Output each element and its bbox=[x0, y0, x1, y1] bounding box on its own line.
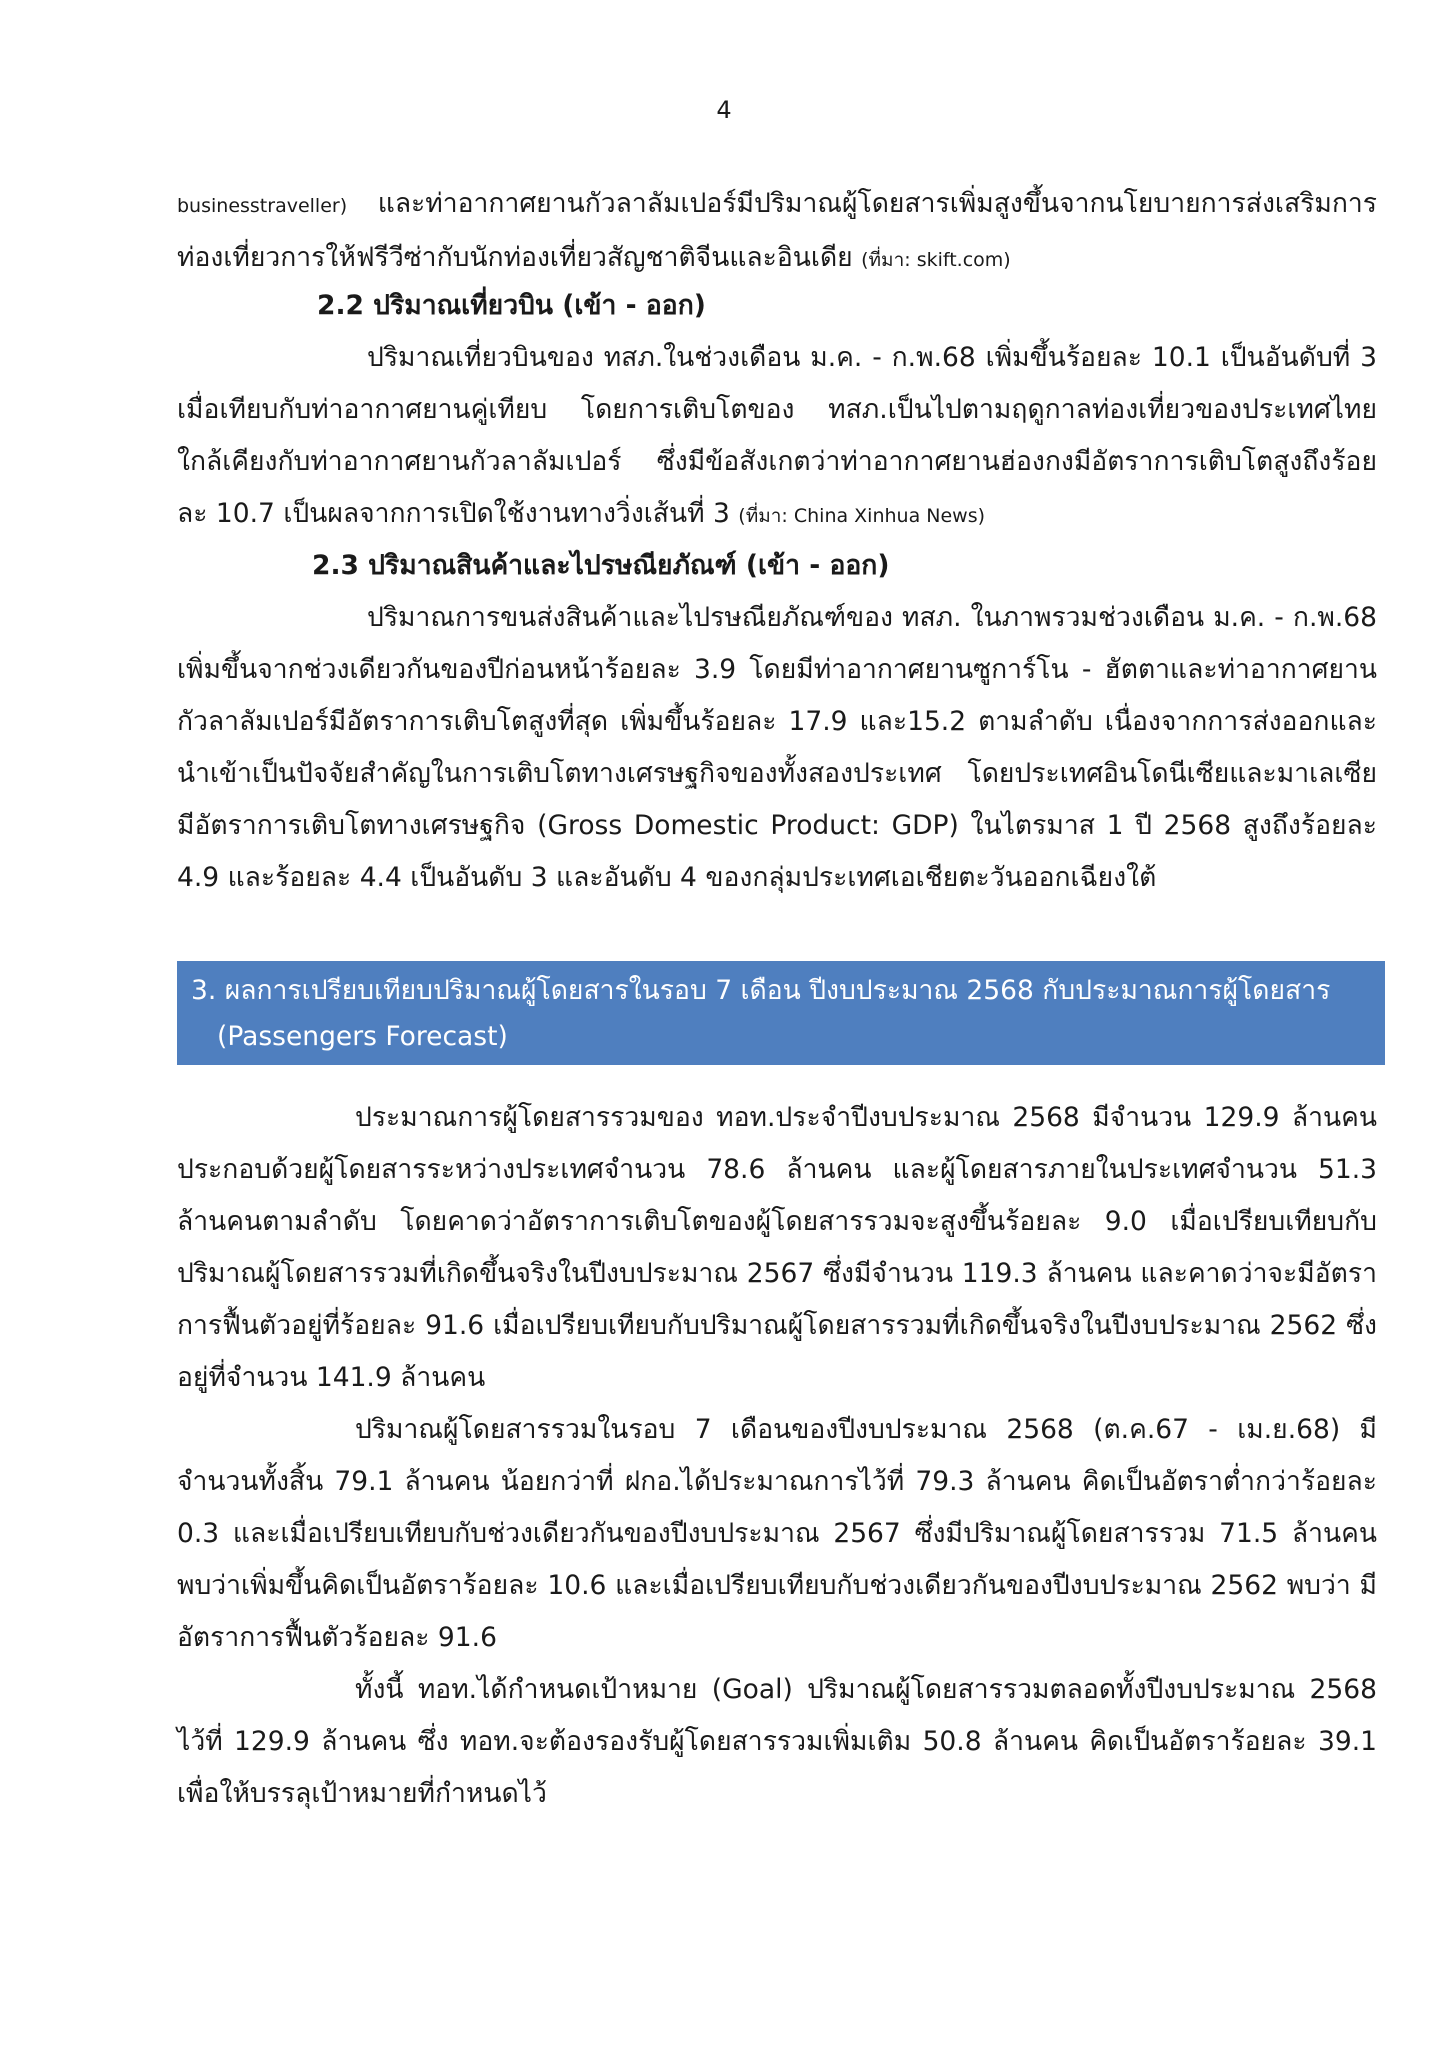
section-3-title-line1: 3. ผลการเปรียบเทียบปริมาณผู้โดยสารในรอบ 7 เดือน ปีงบประมาณ 2568 กับประมาณการผู้โดยสาร bbox=[191, 975, 1331, 1006]
intro-block bbox=[177, 178, 1377, 286]
section-3-paragraph-2: ปริมาณผู้โดยสารรวมในรอบ 7 เดือนของปีงบประมาณ 2568 (ต.ค.67 - เม.ย.68) มีจำนวนทั้งสิ้น 79.1 ล้านคน น้อยกว่าที่ ฝกอ.ได้ประมาณการไว้ที่ 79.3 ล้านคน คิดเป็นอัตราต่ำกว่าร้อยละ 0.3 และเมื่อเปรียบเทียบกับช่วงเดียวกันของปีงบประมาณ 2567 ซึ่งมีปริมาณผู้โดยสารรวม 71.5 ล้านคน พบว่าเพิ่มขึ้นคิดเป็นอัตราร้อยละ 10.6 และเมื่อเปรียบเทียบกับช่วงเดียวกันของปีงบประมาณ 2562 พบว่า มีอัตราการฟื้นตัวร้อยละ 91.6 bbox=[177, 1414, 1377, 1653]
intro-paragraph bbox=[177, 178, 1377, 286]
section-2-3-paragraph: ปริมาณการขนส่งสินค้าและไปรษณียภัณฑ์ของ ทสภ. ในภาพรวมช่วงเดือน ม.ค. - ก.พ.68 เพิ่มขึ้นจากช่วงเดียวกันของปีก่อนหน้าร้อยละ 3.9 โดยมีท่าอากาศยานซูการ์โน - ฮัตตาและท่าอากาศยานกัวลาลัมเปอร์มีอัตราการเติบโตสูงที่สุด เพิ่มขึ้นร้อยละ 17.9 และ15.2 ตามลำดับ เนื่องจากการส่งออกและนำเข้าเป็นปัจจัยสำคัญในการเติบโตทางเศรษฐกิจของทั้งสองประเทศ โดยประเทศอินโดนีเซียและมาเลเซียมีอัตราการเติบโตทางเศรษฐกิจ (Gross Domestic Product: GDP) ในไตรมาส 1 ปี 2568 สูงถึงร้อยละ 4.9 และร้อยละ 4.4 เป็นอันดับ 3 และอันดับ 4 ของกลุ่มประเทศเอเชียตะวันออกเฉียงใต้ bbox=[177, 602, 1377, 893]
page-number: 4 bbox=[716, 96, 732, 124]
intro-source: (ที่มา: skift.com) bbox=[861, 249, 1011, 271]
section-3-title-line2: (Passengers Forecast) bbox=[217, 1021, 508, 1052]
section-2-3-heading: 2.3 ปริมาณสินค้าและไปรษณียภัณฑ์ (เข้า - ออก) bbox=[312, 550, 890, 581]
section-3-paragraph-1: ประมาณการผู้โดยสารรวมของ ทอท.ประจำปีงบประมาณ 2568 มีจำนวน 129.9 ล้านคน ประกอบด้วยผู้โดยสารระหว่างประเทศจำนวน 78.6 ล้านคน และผู้โดยสารภายในประเทศจำนวน 51.3 ล้านคนตามลำดับ โดยคาดว่าอัตราการเติบโตของผู้โดยสารรวมจะสูงขึ้นร้อยละ 9.0 เมื่อเปรียบเทียบกับปริมาณผู้โดยสารรวมที่เกิดขึ้นจริงในปีงบประมาณ 2567 ซึ่งมีจำนวน 119.3 ล้านคน และคาดว่าจะมีอัตราการฟื้นตัวอยู่ที่ร้อยละ 91.6 เมื่อเปรียบเทียบกับปริมาณผู้โดยสารรวมที่เกิดขึ้นจริงในปีงบประมาณ 2562 ซึ่งอยู่ที่จำนวน 141.9 ล้านคน bbox=[177, 1102, 1377, 1393]
section-2-2-paragraph bbox=[177, 332, 1377, 542]
section-2-2 bbox=[177, 280, 1377, 542]
section-2-2-text: ปริมาณเที่ยวบินของ ทสภ.ในช่วงเดือน ม.ค. - ก.พ.68 เพิ่มขึ้นร้อยละ 10.1 เป็นอันดับที่ 3 เมื่อเทียบกับท่าอากาศยานคู่เทียบ โดยการเติบโตของ ทสภ.เป็นไปตามฤดูกาลท่องเที่ยวของประเทศไทย ใกล้เคียงกับท่าอากาศยานกัวลาลัมเปอร์ ซึ่งมีข้อสังเกตว่าท่าอากาศยานฮ่องกงมีอัตราการเติบโตสูงถึงร้อยละ 10.7 เป็นผลจากการเปิดใช้งานทางวิ่งเส้นที่ 3 bbox=[177, 342, 1377, 529]
section-3-body bbox=[177, 1092, 1377, 1820]
intro-text: และท่าอากาศยานกัวลาลัมเปอร์มีปริมาณผู้โดยสารเพิ่มสูงขึ้นจากนโยบายการส่งเสริมการท่องเที่ยวการให้ฟรีวีซ่ากับนักท่องเที่ยวสัญชาติจีนและอินเดีย bbox=[177, 188, 1377, 273]
section-3-banner bbox=[177, 961, 1385, 1065]
section-3-paragraph-3: ทั้งนี้ ทอท.ได้กำหนดเป้าหมาย (Goal) ปริมาณผู้โดยสารรวมตลอดทั้งปีงบประมาณ 2568 ไว้ที่ 129.9 ล้านคน ซึ่ง ทอท.จะต้องรองรับผู้โดยสารรวมเพิ่มเติม 50.8 ล้านคน คิดเป็นอัตราร้อยละ 39.1 เพื่อให้บรรลุเป้าหมายที่กำหนดไว้ bbox=[177, 1674, 1377, 1809]
intro-source-prefix: businesstraveller) bbox=[177, 195, 348, 217]
section-2-2-heading: 2.2 ปริมาณเที่ยวบิน (เข้า - ออก) bbox=[317, 290, 706, 321]
section-2-3 bbox=[177, 540, 1377, 904]
section-2-2-source: (ที่มา: China Xinhua News) bbox=[738, 505, 986, 527]
